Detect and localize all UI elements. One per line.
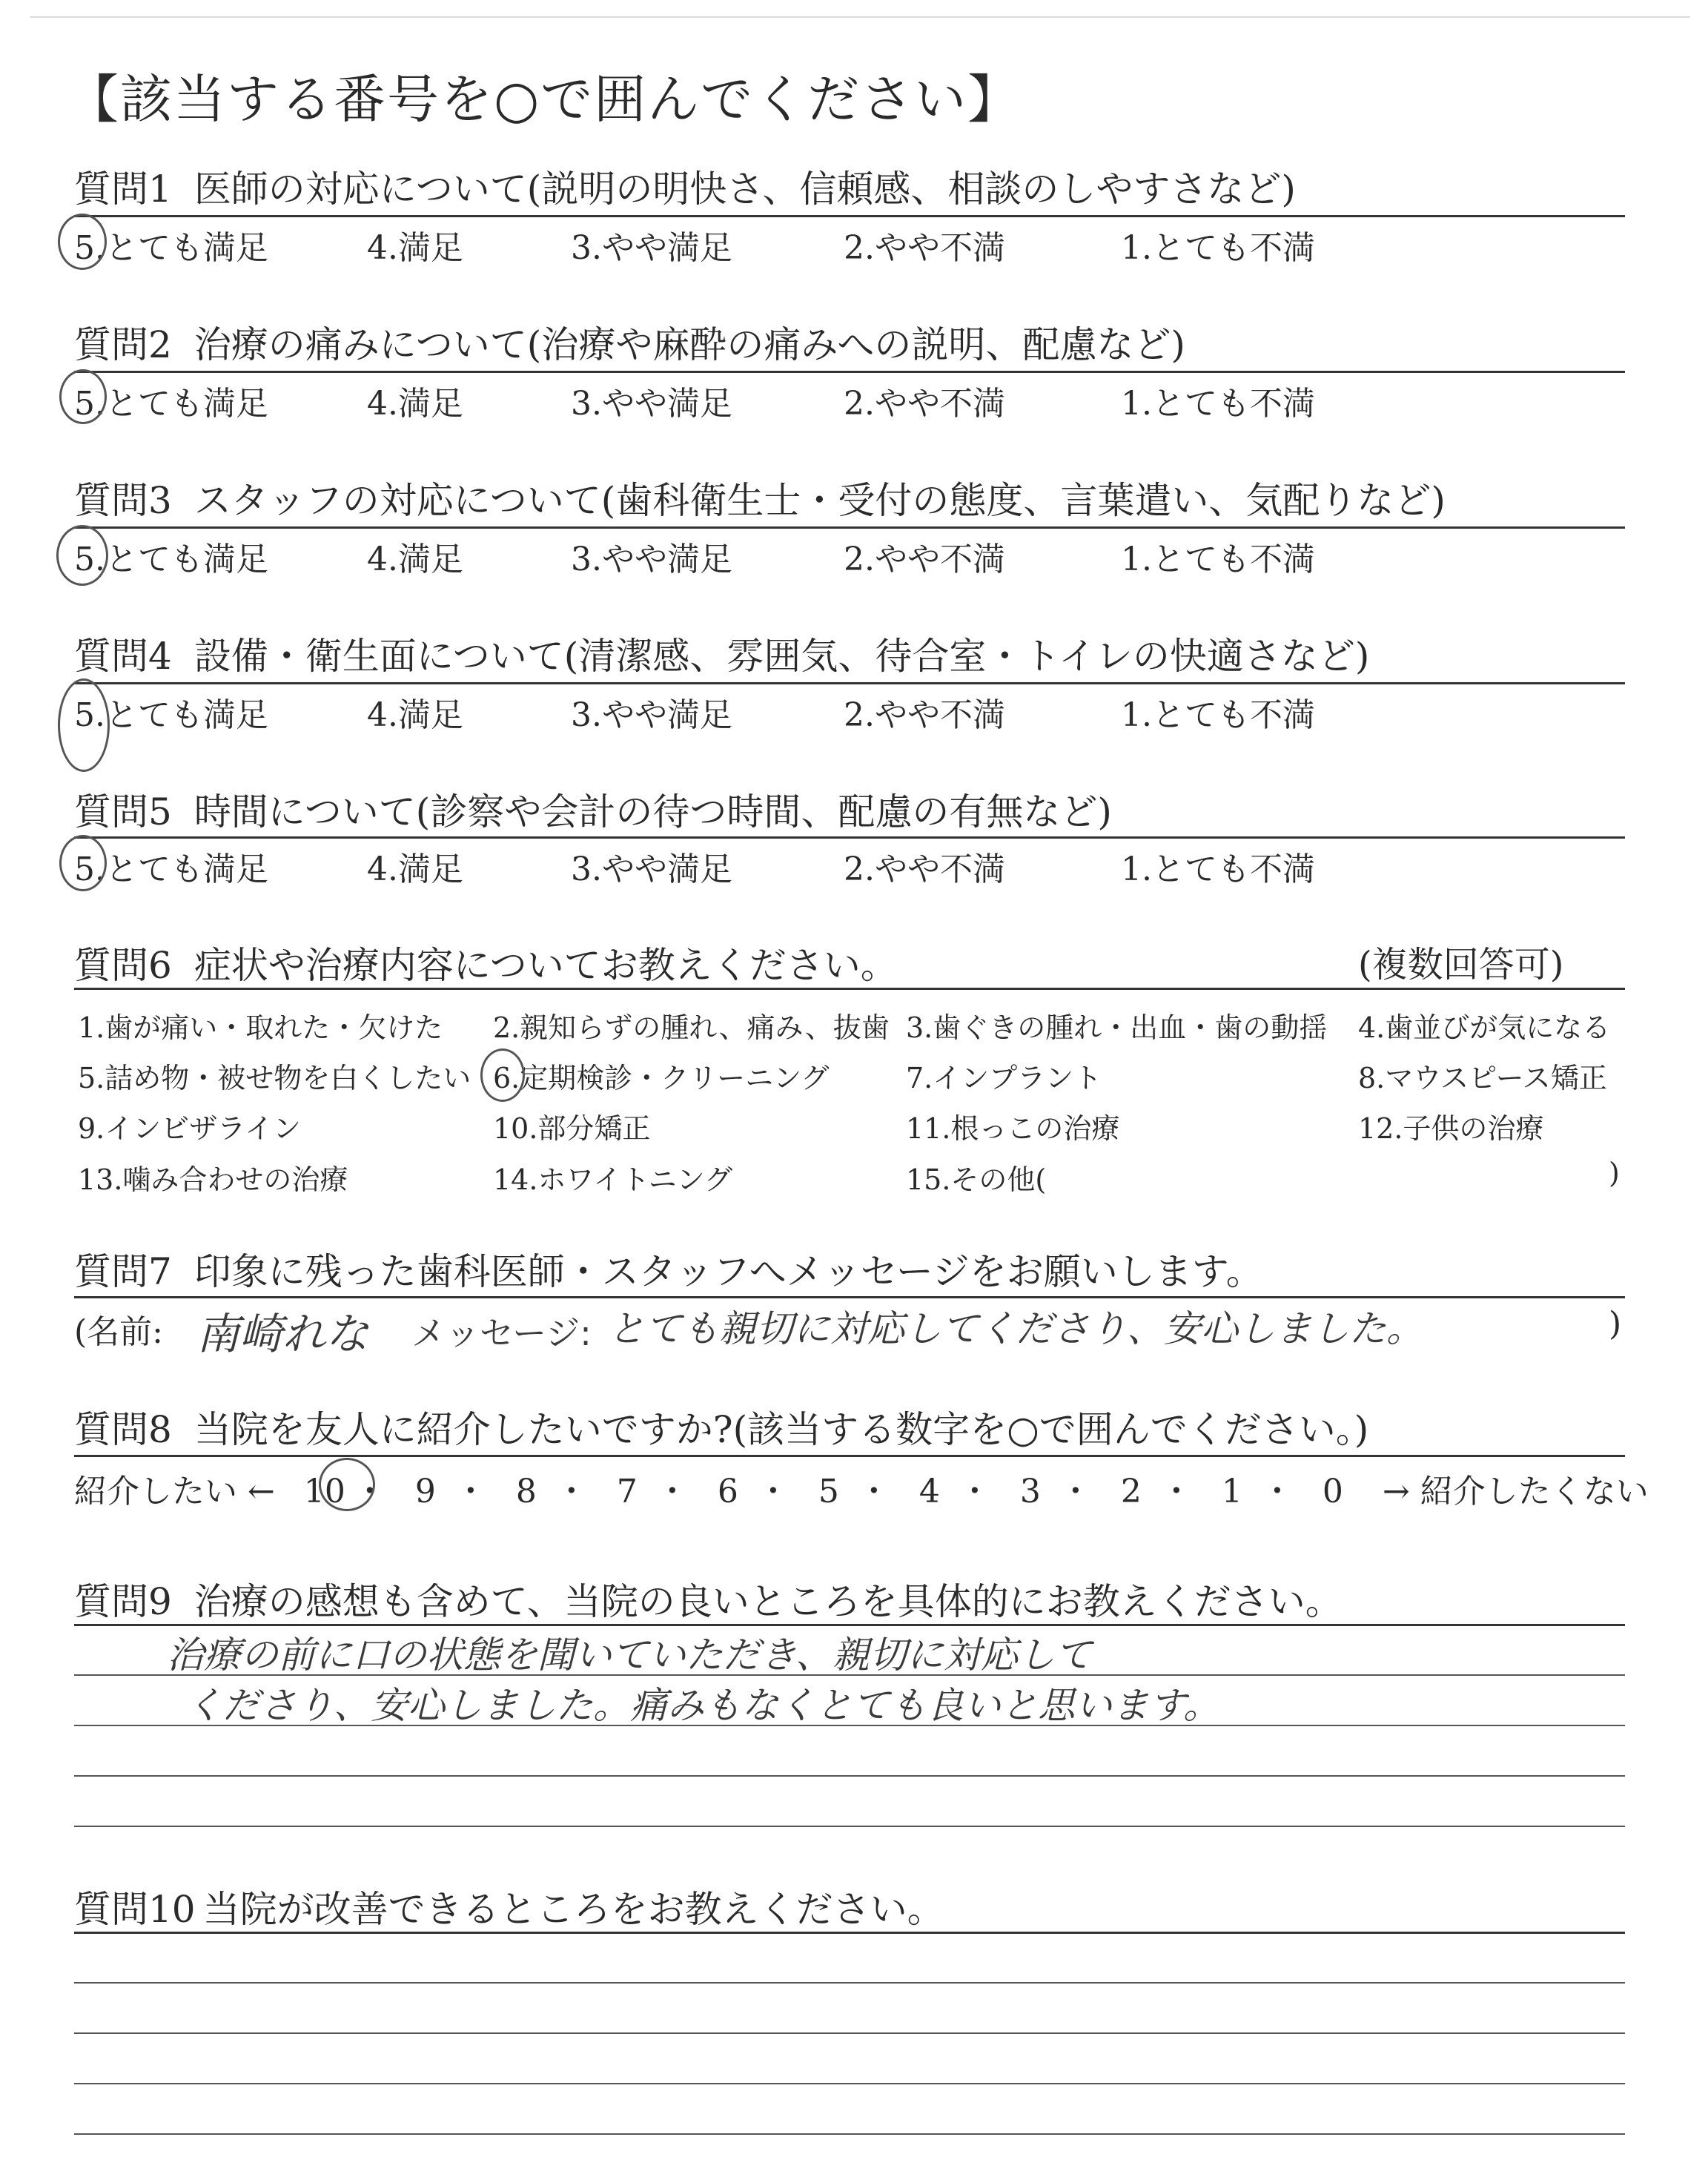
q6-option-15[interactable]: 15.その他( xyxy=(906,1163,1047,1196)
q1-option-2[interactable]: 2.やや不満 xyxy=(844,229,1005,267)
q6-selection-circle xyxy=(480,1048,525,1102)
q5-option-5[interactable]: 5.とても満足 xyxy=(74,851,268,888)
q5-option-2[interactable]: 2.やや不満 xyxy=(844,851,1005,888)
recommend-scale xyxy=(74,1464,1649,1512)
message-label: メッセージ: xyxy=(411,1313,592,1353)
q6-option-5[interactable]: 5.詰め物・被せ物を白くしたい xyxy=(78,1062,471,1094)
question-number: 質問6 xyxy=(74,944,172,987)
question-number: 質問4 xyxy=(74,635,172,678)
answer-line xyxy=(74,1932,1625,1934)
message-close-paren: ) xyxy=(1609,1305,1622,1343)
q2-option-3[interactable]: 3.やや満足 xyxy=(571,385,732,423)
scale-option-7[interactable]: 7 xyxy=(616,1473,638,1510)
question-8-heading xyxy=(74,1400,1368,1453)
question-text: 設備・衛生面について(清潔感、雰囲気、待合室・トイレの快適さなど) xyxy=(193,635,1370,678)
q2-selection-circle xyxy=(59,369,107,424)
q8-selection-circle xyxy=(319,1458,375,1511)
answer-line xyxy=(74,2083,1625,2084)
answer-line xyxy=(74,2032,1625,2034)
q3-option-1[interactable]: 1.とても不満 xyxy=(1121,541,1315,578)
scale-option-5[interactable]: 5 xyxy=(818,1473,839,1510)
scale-separator: ・ xyxy=(756,1473,790,1510)
q1-option-5[interactable]: 5.とても満足 xyxy=(74,229,268,267)
scale-separator: ・ xyxy=(454,1473,487,1510)
q6-option-9[interactable]: 9.インビザライン xyxy=(78,1112,302,1145)
question-text: 印象に残った歯科医師・スタッフへメッセージをお願いします。 xyxy=(193,1250,1263,1293)
question-2-heading xyxy=(74,315,1185,369)
question-10-heading xyxy=(74,1880,944,1933)
scale-separator: ・ xyxy=(857,1473,890,1510)
question-7-heading xyxy=(74,1242,1263,1295)
question-number: 質問1 xyxy=(74,168,172,211)
question-rule xyxy=(74,1296,1625,1298)
answer-line xyxy=(74,2133,1625,2135)
question-number: 質問10 xyxy=(74,1888,196,1931)
question-text: 時間について(診察や会計の待つ時間、配慮の有無など) xyxy=(193,790,1112,833)
q2-option-2[interactable]: 2.やや不満 xyxy=(844,385,1005,423)
question-4-heading xyxy=(74,627,1369,680)
scale-separator: ・ xyxy=(353,1473,386,1510)
q6-option-2[interactable]: 2.親知らずの腫れ、痛み、抜歯 xyxy=(493,1011,890,1044)
question-rule xyxy=(74,1455,1625,1457)
scale-separator: ・ xyxy=(1260,1473,1294,1510)
q6-option-8[interactable]: 8.マウスピース矯正 xyxy=(1358,1062,1607,1094)
question-9-heading xyxy=(74,1572,1343,1625)
question-1-heading xyxy=(74,159,1296,213)
scale-left-label: 紹介したい ← xyxy=(74,1473,275,1510)
scale-option-3[interactable]: 3 xyxy=(1019,1473,1041,1510)
q1-option-4[interactable]: 4.満足 xyxy=(367,229,463,267)
scan-edge-line xyxy=(30,16,1690,18)
question-rule xyxy=(74,988,1625,990)
multiple-answers-note: (複数回答可) xyxy=(1358,944,1564,985)
question-rule xyxy=(74,215,1625,217)
q5-option-4[interactable]: 4.満足 xyxy=(367,851,463,888)
q6-option-14[interactable]: 14.ホワイトニング xyxy=(493,1163,733,1196)
q6-option-13[interactable]: 13.噛み合わせの治療 xyxy=(78,1163,348,1196)
answer-line xyxy=(74,1982,1625,1984)
question-text: 当院を友人に紹介したいですか?(該当する数字を○で囲んでください。) xyxy=(193,1408,1369,1451)
q5-option-3[interactable]: 3.やや満足 xyxy=(571,851,732,888)
question-number: 質問9 xyxy=(74,1580,172,1623)
q4-selection-circle xyxy=(58,678,110,772)
scale-right-label: → 紹介したくない xyxy=(1382,1473,1649,1510)
question-rule xyxy=(74,836,1625,839)
scale-option-1[interactable]: 1 xyxy=(1221,1473,1242,1510)
q4-option-1[interactable]: 1.とても不満 xyxy=(1121,696,1315,734)
q4-option-2[interactable]: 2.やや不満 xyxy=(844,696,1005,734)
q6-option-12[interactable]: 12.子供の治療 xyxy=(1358,1112,1544,1145)
q2-option-4[interactable]: 4.満足 xyxy=(367,385,463,423)
q1-option-1[interactable]: 1.とても不満 xyxy=(1121,229,1315,267)
question-text: 症状や治療内容についてお教えください。 xyxy=(193,944,898,987)
page-title: 【該当する番号を○で囲んでください】 xyxy=(67,69,1022,130)
scale-separator: ・ xyxy=(1059,1473,1092,1510)
scale-option-10[interactable]: 10 xyxy=(303,1473,345,1510)
q5-option-1[interactable]: 1.とても不満 xyxy=(1121,851,1315,888)
answer-line xyxy=(74,1775,1625,1777)
q4-option-5[interactable]: 5.とても満足 xyxy=(74,696,268,734)
q5-selection-circle xyxy=(59,835,107,891)
scale-separator: ・ xyxy=(1159,1473,1193,1510)
question-text: 治療の痛みについて(治療や麻酔の痛みへの説明、配慮など) xyxy=(193,323,1185,366)
scale-separator: ・ xyxy=(555,1473,588,1510)
q3-option-3[interactable]: 3.やや満足 xyxy=(571,541,732,578)
q6-option-6[interactable]: 6.定期検診・クリーニング xyxy=(493,1062,830,1094)
handwritten-answer-line-1: 治療の前に口の状態を聞いていただき、親切に対応して xyxy=(167,1634,1092,1677)
q1-option-3[interactable]: 3.やや満足 xyxy=(571,229,732,267)
q4-option-4[interactable]: 4.満足 xyxy=(367,696,463,734)
q6-option-4[interactable]: 4.歯並びが気になる xyxy=(1358,1011,1611,1044)
q6-option-11[interactable]: 11.根っこの治療 xyxy=(906,1112,1120,1145)
question-number: 質問7 xyxy=(74,1250,172,1293)
scale-option-9[interactable]: 9 xyxy=(414,1473,436,1510)
question-6-heading xyxy=(74,936,898,989)
q2-option-1[interactable]: 1.とても不満 xyxy=(1121,385,1315,423)
scale-option-2[interactable]: 2 xyxy=(1120,1473,1142,1510)
answer-line xyxy=(74,1725,1625,1726)
handwritten-name: 南崎れな xyxy=(196,1309,369,1359)
q6-other-close-paren: ) xyxy=(1609,1157,1620,1189)
q3-option-4[interactable]: 4.満足 xyxy=(367,541,463,578)
question-number: 質問8 xyxy=(74,1408,172,1451)
q3-option-5[interactable]: 5.とても満足 xyxy=(74,541,268,578)
question-text: スタッフの対応について(歯科衛生士・受付の態度、言葉遣い、気配りなど) xyxy=(193,479,1446,522)
q4-option-3[interactable]: 3.やや満足 xyxy=(571,696,732,734)
q1-selection-circle xyxy=(58,214,107,270)
q6-option-10[interactable]: 10.部分矯正 xyxy=(493,1112,651,1145)
question-number: 質問3 xyxy=(74,479,172,522)
handwritten-answer-line-2: くださり、安心しました。痛みもなくとても良いと思います。 xyxy=(185,1684,1220,1727)
q3-option-2[interactable]: 2.やや不満 xyxy=(844,541,1005,578)
answer-line xyxy=(74,1826,1625,1827)
scale-separator: ・ xyxy=(655,1473,689,1510)
question-text: 治療の感想も含めて、当院の良いところを具体的にお教えください。 xyxy=(193,1580,1343,1623)
question-text: 当院が改善できるところをお教えください。 xyxy=(202,1888,944,1931)
q6-option-7[interactable]: 7.インプラント xyxy=(906,1062,1102,1094)
name-label: (名前: xyxy=(74,1313,163,1351)
q3-selection-circle xyxy=(56,525,108,586)
handwritten-message: とても親切に対応してくださり、安心しました。 xyxy=(608,1307,1423,1350)
scale-option-4[interactable]: 4 xyxy=(918,1473,940,1510)
question-rule xyxy=(74,371,1625,373)
question-5-heading xyxy=(74,782,1112,836)
question-number: 質問2 xyxy=(74,323,172,366)
scale-option-0[interactable]: 0 xyxy=(1322,1473,1343,1510)
scale-separator: ・ xyxy=(958,1473,991,1510)
q6-option-1[interactable]: 1.歯が痛い・取れた・欠けた xyxy=(78,1011,443,1044)
question-text: 医師の対応について(説明の明快さ、信頼感、相談のしやすさなど) xyxy=(193,168,1296,211)
scale-option-6[interactable]: 6 xyxy=(717,1473,738,1510)
question-rule xyxy=(74,526,1625,529)
scale-option-8[interactable]: 8 xyxy=(515,1473,537,1510)
question-number: 質問5 xyxy=(74,790,172,833)
q6-option-3[interactable]: 3.歯ぐきの腫れ・出血・歯の動揺 xyxy=(906,1011,1328,1044)
question-rule xyxy=(74,682,1625,684)
question-3-heading xyxy=(74,471,1446,524)
q2-option-5[interactable]: 5.とても満足 xyxy=(74,385,268,423)
